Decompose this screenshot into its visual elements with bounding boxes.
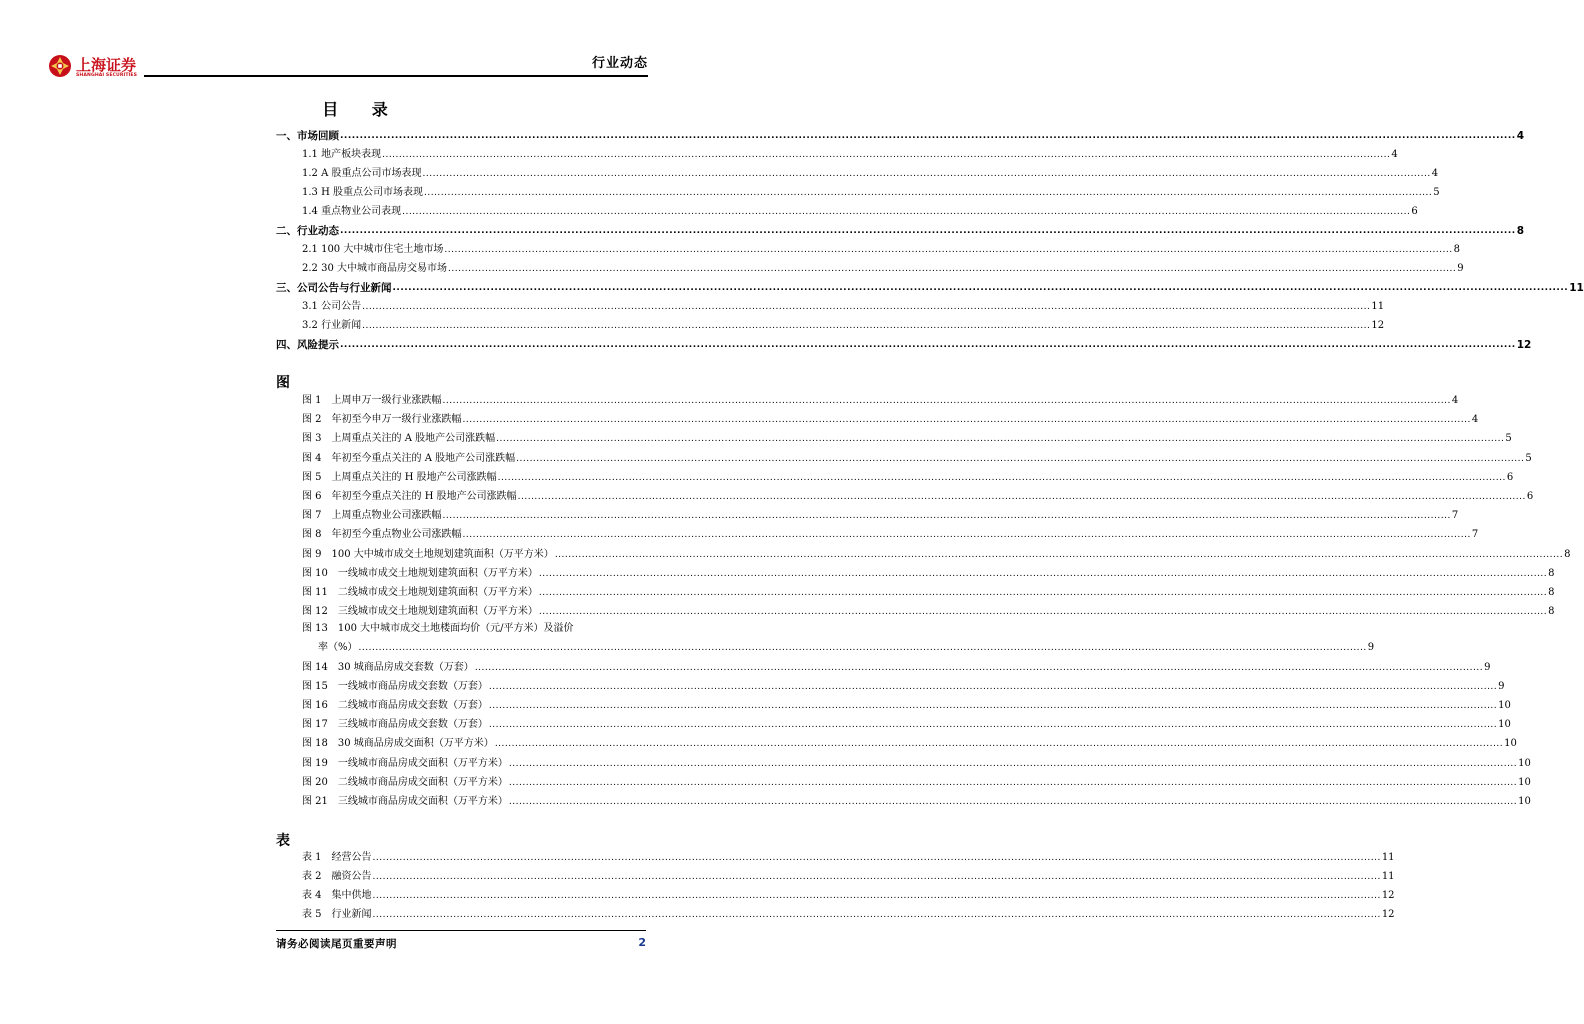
- dot-leader: ............................................................................................................................................................................................................................................................................................................: [462, 415, 1471, 425]
- report-type-title: 行业动态: [591, 56, 648, 71]
- dot-leader: ............................................................................................................................................................................................................................................................................................................: [494, 739, 1504, 749]
- table-entry[interactable]: [302, 866, 1395, 884]
- dot-leader: ............................................................................................................................................................................................................................................................................................................: [372, 872, 1381, 882]
- figure-entry-label: 图 19 一线城市商品房成交面积（万平方米）: [302, 758, 508, 769]
- figure-entry-label: 图 9 100 大中城市成交土地规划建筑面积（万平方米）: [302, 549, 554, 560]
- toc-entry-page: 5: [1433, 187, 1440, 198]
- figure-entry-page: 10: [1498, 700, 1511, 711]
- dot-leader: ............................................................................................................................................................................................................................................................................................................: [423, 188, 1433, 198]
- figure-entry-label: 图 11 二线城市成交土地规划建筑面积（万平方米）: [302, 587, 538, 598]
- figure-entry-label: 图 14 30 城商品房成交套数（万套）: [302, 662, 474, 673]
- figure-entry-page: 8: [1548, 587, 1555, 598]
- figure-entry-label: 图 17 三线城市商品房成交套数（万套）: [302, 719, 488, 730]
- dot-leader: ............................................................................................................................................................................................................................................................................................................: [448, 264, 1457, 274]
- figure-entry[interactable]: [302, 448, 1532, 466]
- figure-entry[interactable]: [302, 620, 646, 638]
- toc-entry-page: 6: [1411, 206, 1418, 217]
- table-entry-page: 11: [1381, 852, 1395, 863]
- figure-entry-page: 6: [1526, 491, 1534, 502]
- dot-leader: ............................................................................................................................................................................................................................................................................................................: [422, 169, 1431, 179]
- toc-entry[interactable]: [302, 144, 1398, 162]
- dot-leader: ............................................................................................................................................................................................................................................................................................................: [554, 550, 1564, 560]
- toc-entry-page: 12: [1371, 320, 1385, 331]
- figure-entry[interactable]: [302, 524, 1479, 542]
- dot-leader: ............................................................................................................................................................................................................................................................................................................: [496, 434, 1505, 444]
- dot-leader: ............................................................................................................................................................................................................................................................................................................: [402, 207, 1411, 217]
- toc-entry-label: 1.1 地产板块表现: [302, 149, 382, 160]
- toc-entry-label: 二、行业动态: [276, 225, 339, 237]
- figure-entry[interactable]: [302, 428, 1512, 446]
- figure-entry-cont[interactable]: [318, 637, 1375, 655]
- figure-entry-page: 8: [1548, 568, 1555, 579]
- figure-entry[interactable]: [302, 733, 1517, 751]
- table-entry[interactable]: [302, 885, 1395, 903]
- figure-entry-page: 9: [1498, 681, 1505, 692]
- toc-title: 目 录: [322, 100, 402, 119]
- toc-entry-label: 四、风险提示: [276, 339, 339, 351]
- figures-heading: 图: [276, 375, 290, 391]
- figure-entry[interactable]: [302, 390, 1459, 408]
- table-entry-page: 12: [1381, 909, 1395, 920]
- toc-entry-page: 12: [1516, 339, 1532, 351]
- toc-entry[interactable]: [302, 258, 1464, 276]
- figure-entry-label: 图 13 100 大中城市成交土地楼面均价（元/平方米）及溢价: [302, 623, 574, 634]
- dot-leader: ............................................................................................................................................................................................................................................................................................................: [442, 396, 1451, 406]
- figure-entry[interactable]: [302, 467, 1514, 485]
- toc-entry[interactable]: [302, 315, 1385, 333]
- figure-entry[interactable]: [302, 676, 1505, 694]
- dot-leader: ............................................................................................................................................................................................................................................................................................................: [462, 530, 1471, 540]
- dot-leader: ............................................................................................................................................................................................................................................................................................................: [372, 891, 1381, 901]
- figure-entry-label: 图 7 上周重点物业公司涨跌幅: [302, 510, 442, 521]
- figure-entry-cont-page: 9: [1367, 642, 1375, 653]
- table-entry-page: 11: [1381, 871, 1395, 882]
- toc-entry[interactable]: [276, 277, 1584, 295]
- figure-entry[interactable]: [302, 505, 1459, 523]
- dot-leader: ............................................................................................................................................................................................................................................................................................................: [517, 492, 1526, 502]
- figure-entry-page: 7: [1471, 529, 1479, 540]
- dot-leader: ............................................................................................................................................................................................................................................................................................................: [488, 701, 1498, 711]
- toc-entry-label: 1.3 H 股重点公司市场表现: [302, 187, 423, 198]
- toc-entry-label: 三、公司公告与行业新闻: [276, 282, 392, 294]
- dot-leader: ............................................................................................................................................................................................................................................................................................................: [508, 759, 1518, 769]
- dot-leader: ............................................................................................................................................................................................................................................................................................................: [382, 150, 1391, 160]
- toc-entry[interactable]: [302, 201, 1418, 219]
- toc-entry[interactable]: [276, 125, 1524, 143]
- toc-entry-label: 2.2 30 大中城市商品房交易市场: [302, 263, 447, 274]
- figure-entry-page: 10: [1504, 738, 1517, 749]
- figure-entry[interactable]: [302, 544, 1571, 562]
- table-entry-label: 表 4 集中供地: [302, 890, 372, 901]
- figure-entry-label: 图 3 上周重点关注的 A 股地产公司涨跌幅: [302, 433, 496, 444]
- figure-entry[interactable]: [302, 695, 1511, 713]
- figure-entry-label: 图 6 年初至今重点关注的 H 股地产公司涨跌幅: [302, 491, 517, 502]
- figure-entry[interactable]: [302, 582, 1555, 600]
- footer-divider: [276, 930, 646, 931]
- toc-entry-label: 1.4 重点物业公司表现: [302, 206, 402, 217]
- figure-entry-page: 4: [1471, 414, 1479, 425]
- tables-heading: 表: [276, 833, 290, 849]
- figure-entry-label: 图 18 30 城商品房成交面积（万平方米）: [302, 738, 494, 749]
- figure-entry-page: 5: [1525, 453, 1532, 464]
- page-header: [44, 48, 648, 88]
- figure-entry-label: 图 15 一线城市商品房成交套数（万套）: [302, 681, 488, 692]
- brand-emblem-icon: [48, 54, 72, 78]
- figure-entry-page: 7: [1451, 510, 1459, 521]
- figure-entry-page: 10: [1518, 796, 1531, 807]
- header-divider: [144, 75, 648, 77]
- toc-entry-label: 2.1 100 大中城市住宅土地市场: [302, 244, 444, 255]
- figure-entry[interactable]: [302, 657, 1491, 675]
- page-number: 2: [638, 936, 646, 949]
- toc-entry[interactable]: [302, 296, 1385, 314]
- figure-entry[interactable]: [302, 791, 1531, 809]
- figure-entry-label: 图 4 年初至今重点关注的 A 股地产公司涨跌幅: [302, 453, 516, 464]
- toc-entry-label: 3.1 公司公告: [302, 301, 362, 312]
- figure-entry-page: 6: [1506, 472, 1514, 483]
- figure-entry-label: 图 10 一线城市成交土地规划建筑面积（万平方米）: [302, 568, 538, 579]
- figure-entry-label: 图 16 二线城市商品房成交套数（万套）: [302, 700, 488, 711]
- dot-leader: ............................................................................................................................................................................................................................................................................................................: [340, 226, 1516, 236]
- figure-entry-page: 10: [1518, 758, 1531, 769]
- dot-leader: ............................................................................................................................................................................................................................................................................................................: [488, 682, 1498, 692]
- figure-entry[interactable]: [302, 772, 1531, 790]
- figure-entry-cont-label: 率（%）: [318, 642, 358, 653]
- figure-entry[interactable]: [302, 409, 1479, 427]
- footer-disclaimer: 请务必阅读尾页重要声明: [276, 938, 397, 950]
- toc-entry-page: 4: [1391, 149, 1398, 160]
- figure-entry-page: 10: [1518, 777, 1531, 788]
- figure-entry-page: 10: [1498, 719, 1511, 730]
- toc-entry[interactable]: [302, 239, 1460, 257]
- figure-entry[interactable]: [302, 486, 1534, 504]
- dot-leader: ............................................................................................................................................................................................................................................................................................................: [474, 663, 1484, 673]
- toc-entry-page: 11: [1371, 301, 1385, 312]
- dot-leader: ............................................................................................................................................................................................................................................................................................................: [538, 607, 1548, 617]
- table-entry-label: 表 5 行业新闻: [302, 909, 372, 920]
- dot-leader: ............................................................................................................................................................................................................................................................................................................: [497, 473, 1506, 483]
- toc-entry-page: 9: [1457, 263, 1464, 274]
- dot-leader: ............................................................................................................................................................................................................................................................................................................: [392, 283, 1569, 293]
- figure-entry-label: 图 21 三线城市商品房成交面积（万平方米）: [302, 796, 508, 807]
- dot-leader: ............................................................................................................................................................................................................................................................................................................: [538, 569, 1548, 579]
- toc-entry[interactable]: [302, 182, 1440, 200]
- toc-entry-label: 1.2 A 股重点公司市场表现: [302, 168, 422, 179]
- table-entry-page: 12: [1381, 890, 1395, 901]
- figure-entry-page: 8: [1548, 606, 1555, 617]
- toc-entry-page: 8: [1453, 244, 1460, 255]
- toc-entry-page: 8: [1516, 225, 1524, 237]
- toc-entry-label: 一、市场回顾: [276, 130, 339, 142]
- dot-leader: ............................................................................................................................................................................................................................................................................................................: [362, 302, 1371, 312]
- dot-leader: ............................................................................................................................................................................................................................................................................................................: [442, 511, 1451, 521]
- toc-entry-page: 4: [1516, 130, 1524, 142]
- figure-entry[interactable]: [302, 601, 1555, 619]
- figure-entry[interactable]: [302, 714, 1511, 732]
- figure-entry[interactable]: [302, 753, 1531, 771]
- toc-entry-label: 3.2 行业新闻: [302, 320, 362, 331]
- figure-entry-label: 图 1 上周申万一级行业涨跌幅: [302, 395, 442, 406]
- figure-entry-page: 9: [1484, 662, 1491, 673]
- toc-entry[interactable]: [302, 163, 1439, 181]
- toc-entry-page: 11: [1569, 282, 1584, 294]
- dot-leader: ............................................................................................................................................................................................................................................................................................................: [358, 643, 1367, 653]
- toc-entry[interactable]: [276, 334, 1532, 352]
- dot-leader: ............................................................................................................................................................................................................................................................................................................: [488, 720, 1498, 730]
- figure-entry-page: 8: [1564, 549, 1571, 560]
- dot-leader: ............................................................................................................................................................................................................................................................................................................: [372, 853, 1381, 863]
- figure-entry-page: 5: [1505, 433, 1512, 444]
- dot-leader: ............................................................................................................................................................................................................................................................................................................: [508, 778, 1518, 788]
- figure-entry-label: 图 8 年初至今重点物业公司涨跌幅: [302, 529, 462, 540]
- dot-leader: ............................................................................................................................................................................................................................................................................................................: [372, 910, 1381, 920]
- dot-leader: ............................................................................................................................................................................................................................................................................................................: [362, 321, 1371, 331]
- figure-entry-label: 图 2 年初至今申万一级行业涨跌幅: [302, 414, 462, 425]
- toc-entry-page: 4: [1431, 168, 1439, 179]
- dot-leader: ............................................................................................................................................................................................................................................................................................................: [340, 340, 1516, 350]
- table-entry[interactable]: [302, 904, 1395, 922]
- brand-name-cn: 上海证券: [76, 56, 137, 74]
- toc-entry[interactable]: [276, 220, 1524, 238]
- table-entry[interactable]: [302, 847, 1395, 865]
- figure-entry-page: 4: [1451, 395, 1459, 406]
- dot-leader: ............................................................................................................................................................................................................................................................................................................: [516, 454, 1525, 464]
- dot-leader: ............................................................................................................................................................................................................................................................................................................: [340, 131, 1516, 141]
- dot-leader: ............................................................................................................................................................................................................................................................................................................: [444, 245, 1453, 255]
- figure-entry-label: 图 12 三线城市成交土地规划建筑面积（万平方米）: [302, 606, 538, 617]
- table-entry-label: 表 1 经营公告: [302, 852, 372, 863]
- figure-entry-label: 图 5 上周重点关注的 H 股地产公司涨跌幅: [302, 472, 497, 483]
- brand-logo: [48, 54, 158, 86]
- dot-leader: ............................................................................................................................................................................................................................................................................................................: [508, 797, 1518, 807]
- figure-entry[interactable]: [302, 563, 1555, 581]
- figure-entry-label: 图 20 二线城市商品房成交面积（万平方米）: [302, 777, 508, 788]
- dot-leader: ............................................................................................................................................................................................................................................................................................................: [538, 588, 1548, 598]
- table-entry-label: 表 2 融资公告: [302, 871, 372, 882]
- brand-name-en: SHANGHAI SECURITIES: [76, 73, 138, 78]
